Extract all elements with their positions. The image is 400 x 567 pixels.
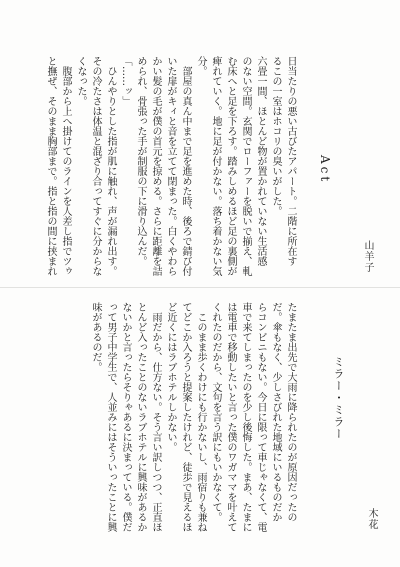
story-body	[43, 56, 298, 276]
body-line: められ、骨張った手が制服の下に滑り込んだ。	[135, 56, 146, 266]
story-title: Act	[318, 155, 332, 185]
body-line: 雨だから、仕方ない。そう言い訳しつつ、正直ほ	[150, 302, 161, 532]
body-line: と撫ぜ、そのまま胸部まで。指と指の間に挟まれ	[45, 56, 56, 276]
body-line: たまたま出先で大雨に降られたのが原因だったの	[285, 302, 296, 522]
body-line: るこの一室はホコリの臭いがした。	[270, 56, 281, 216]
story-author: 木花	[366, 508, 377, 530]
body-line: は電車で移動したいと言った僕のワガママを叶えて	[225, 302, 236, 532]
body-line: む床へと足を下ろす。踏みしめるほど足の裏側が	[225, 56, 236, 276]
body-line: のない空間。玄関でローファーを脱いで揃え、軋	[240, 56, 251, 276]
body-line: 「……ッ」	[120, 56, 131, 106]
body-line: って男子中学生で、人並みにはそういったことに興	[105, 302, 116, 532]
body-line: 分。	[195, 56, 206, 76]
body-line: だ。傘もなく、少しさびれた地域にいるものだか	[270, 302, 281, 522]
body-line: てどこか入ろうと提案したけれど、徒歩で見えるほ	[180, 302, 191, 532]
body-line: くれたのだから、文句を言う訳にもいかなくて。	[210, 302, 221, 522]
body-line: ひんやりとした指が肌に触れ、声が漏れ出す。	[105, 56, 116, 276]
body-line: 日当たりの悪い古びたアパート。二階に所在す	[285, 56, 296, 266]
story-title: ミラー・ミラー	[332, 356, 345, 440]
body-line: くなった。	[75, 56, 86, 106]
body-line: いた扉がキィと音を立てて閉まった。白くやわら	[165, 56, 176, 276]
body-line: 腹部から上へ掛けてのラインを人差し指でツゥ	[60, 56, 71, 276]
body-line: その冷たさは体温と混ざり合ってすぐに分からな	[90, 56, 101, 276]
story-body	[88, 302, 298, 532]
body-line: ど近くにはラブホテルしかない。	[165, 302, 176, 452]
page-mirror-mirror	[0, 288, 400, 567]
body-line: 六畳一間、ほとんど物が置かれていない生活感	[255, 56, 266, 266]
body-line: 味があるのだ。	[90, 302, 101, 372]
body-line: 痺れていく。地に足が付かない。落ち着かない気	[210, 56, 221, 276]
body-line: らコンビニもない。今日に限って車じゃなくて、電	[255, 302, 266, 532]
body-line: 部屋の真ん中まで足を進めた時、後ろで錆び付	[180, 56, 191, 276]
body-line: 車で来てしまったのを少し後悔した。まあ、たまに	[240, 302, 251, 532]
story-author: 山羊子	[362, 240, 373, 273]
body-line: とんど入ったことのないラブホテルに興味があるか	[135, 302, 146, 532]
body-line: ないかと言ったらそりゃあるに決まっている。僕だ	[120, 302, 131, 532]
body-line: かい髪の毛が僕の首元を掠める。さらに距離を詰	[150, 56, 161, 276]
body-line: このまま歩くわけにも行かないし、雨宿りも兼ね	[195, 302, 206, 532]
